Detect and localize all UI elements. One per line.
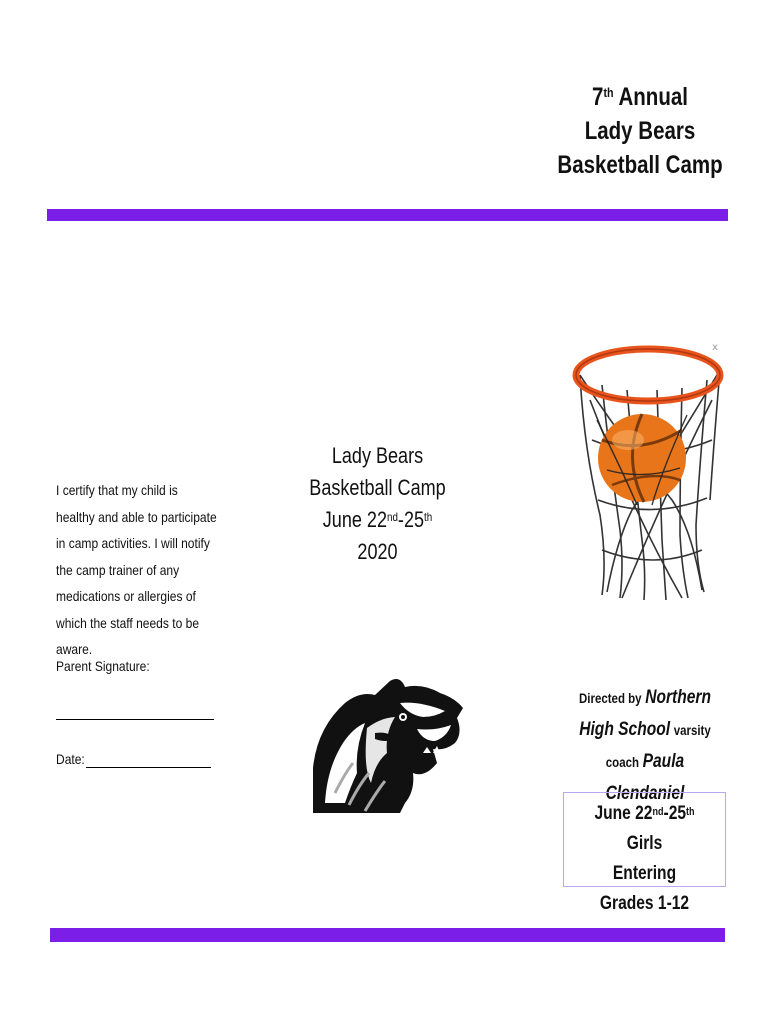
grades-line-1: June 22nd-25th Girls	[594, 803, 695, 854]
grades-line-3: Grades 1-12	[599, 893, 690, 914]
date-line[interactable]	[86, 767, 211, 768]
basketball-hoop-icon	[562, 330, 734, 602]
svg-text:x: x	[712, 342, 718, 353]
center-line-1: Lady Bears	[331, 443, 424, 468]
center-camp-info	[306, 440, 450, 568]
parent-signature-line[interactable]	[56, 719, 214, 720]
title-line-3: Basketball Camp	[557, 151, 723, 179]
title-line-1: 7th Annual	[592, 83, 688, 111]
grades-line-2: Entering	[612, 863, 677, 884]
bear-mascot-icon	[305, 673, 470, 815]
grades-box	[563, 792, 726, 914]
parent-signature-label: Parent Signature:	[56, 658, 150, 674]
directed-line-1: Directed by Northern	[579, 687, 711, 708]
top-divider-bar	[47, 209, 728, 221]
directed-line-2: High School varsity	[579, 719, 711, 740]
directed-line-3: coach Paula Clendaniel	[605, 751, 685, 804]
date-label: Date:	[56, 751, 85, 767]
title-line-2: Lady Bears	[584, 117, 696, 145]
center-line-2: Basketball Camp	[309, 475, 446, 500]
certification-statement: I certify that my child is healthy and able to participate in camp activities. I will notify the camp trainer of any medications or allergies of which the staff needs to be aware.	[56, 482, 217, 657]
brochure-title	[542, 80, 739, 182]
center-dates: June 22nd-25th	[322, 507, 433, 532]
directed-by-block	[575, 682, 714, 810]
bottom-divider-bar	[50, 928, 725, 942]
center-year: 2020	[357, 539, 398, 564]
